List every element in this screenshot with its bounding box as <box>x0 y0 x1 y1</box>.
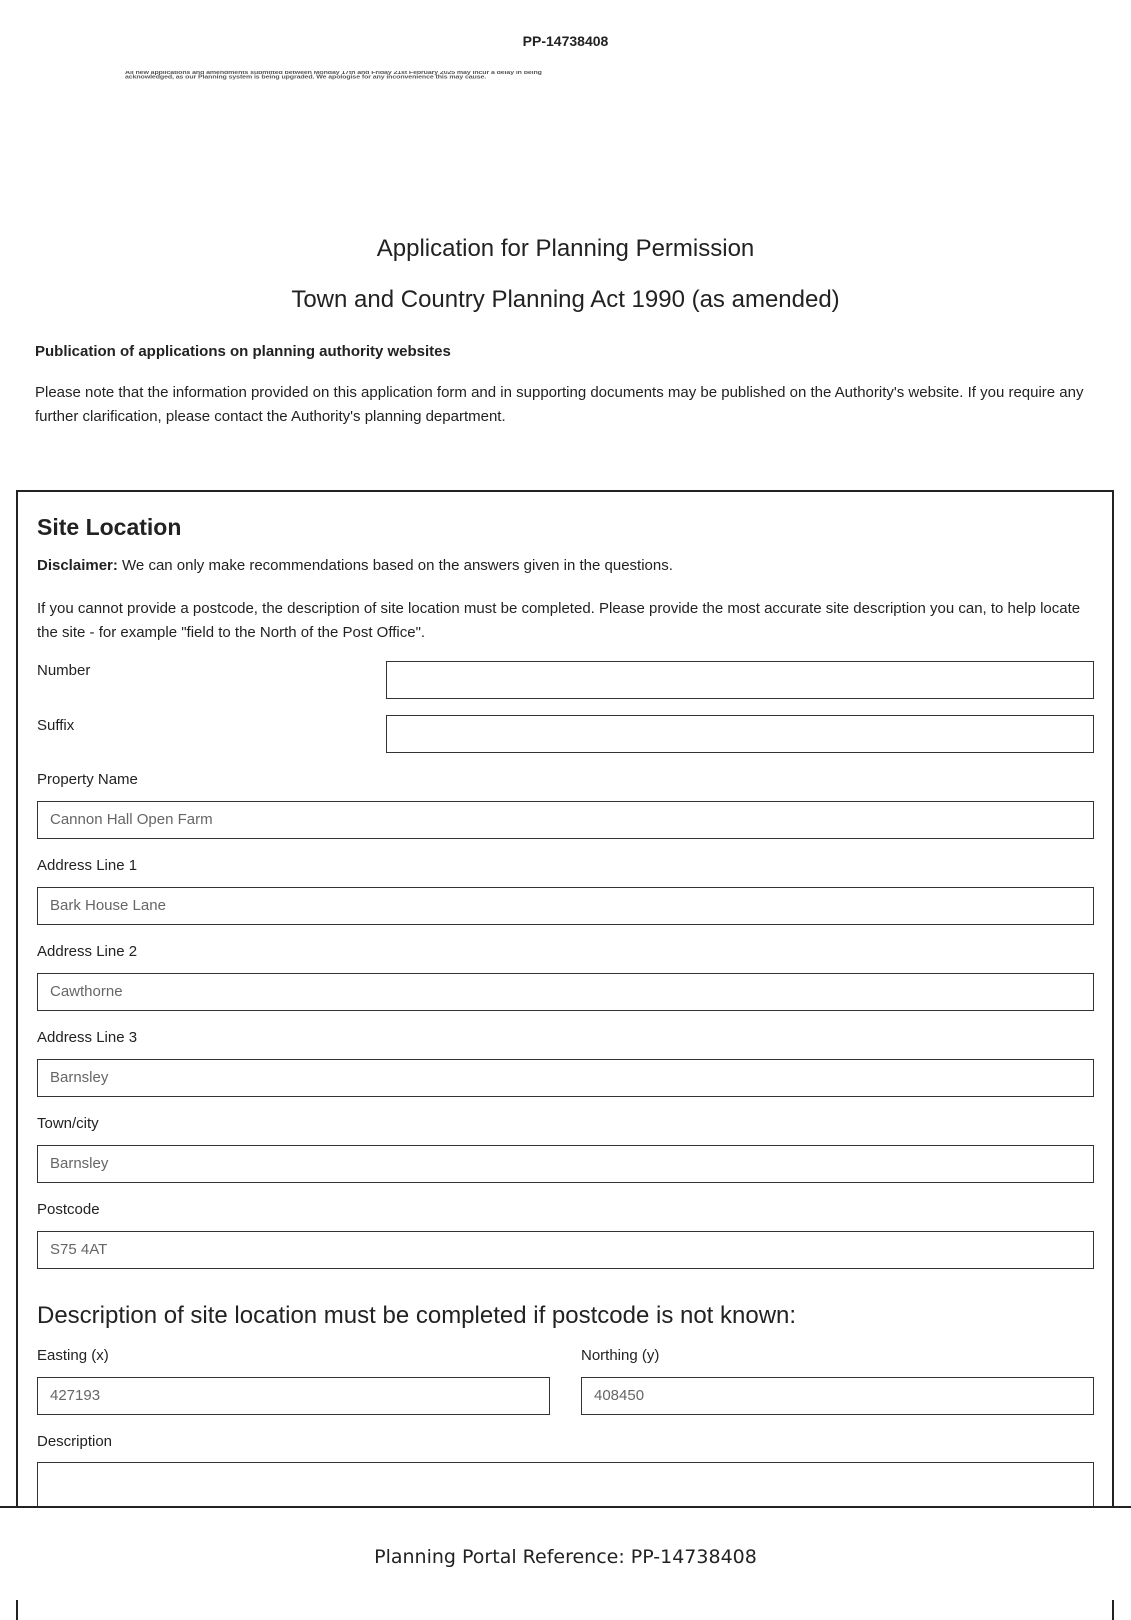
number-label: Number <box>37 662 91 679</box>
reference-number: PP-14738408 <box>522 33 609 49</box>
northing-label: Northing (y) <box>581 1347 660 1364</box>
suffix-field[interactable] <box>386 715 1094 753</box>
postcode-label: Postcode <box>37 1201 100 1218</box>
notice-line-1: All new applications and amendments submitted between Monday 17th and Friday 21st February 2025 may incur a delay in being <box>125 71 542 76</box>
suffix-label: Suffix <box>37 717 75 734</box>
town-city-label: Town/city <box>37 1115 99 1132</box>
form-title: Application for Planning Permission <box>376 235 755 262</box>
footer-divider <box>0 1506 1131 1508</box>
address-line-1-field[interactable]: Bark House Lane <box>37 887 1094 925</box>
disclaimer-label: Disclaimer: <box>37 557 118 574</box>
notice-line-2: acknowledged, as our Planning system is being upgraded. We apologise for any inconvenience this may cause. <box>125 74 487 80</box>
northing-field[interactable]: 408450 <box>581 1377 1094 1415</box>
description-label: Description <box>37 1433 113 1450</box>
site-help-text: If you cannot provide a postcode, the description of site location must be completed. Please provide the most accurate site description you can, to help locate the site - for example "field to the North of the Post Office". <box>37 600 1081 641</box>
postcode-field[interactable]: S75 4AT <box>37 1231 1094 1269</box>
easting-field[interactable]: 427193 <box>37 1377 550 1415</box>
disclaimer <box>37 557 673 574</box>
site-location-section <box>16 490 1114 1620</box>
property-name-field[interactable]: Cannon Hall Open Farm <box>37 801 1094 839</box>
town-city-field[interactable]: Barnsley <box>37 1145 1094 1183</box>
address-line-2-label: Address Line 2 <box>37 943 138 960</box>
footer-reference: Planning Portal Reference: PP-14738408 <box>374 1546 757 1568</box>
upgrade-notice <box>125 71 925 80</box>
easting-label: Easting (x) <box>37 1347 109 1364</box>
description-heading: Description of site location must be completed if postcode is not known: <box>37 1302 797 1329</box>
disclaimer-text: We can only make recommendations based on the answers given in the questions. <box>117 557 673 574</box>
address-line-3-label: Address Line 3 <box>37 1029 138 1046</box>
address-line-3-field[interactable]: Barnsley <box>37 1059 1094 1097</box>
property-name-label: Property Name <box>37 771 138 788</box>
publication-text: Please note that the information provided on this application form and in supporting documents may be published on the Authority's website. If you require any further clarification, please contact the Authority's planning department. <box>35 384 1084 425</box>
address-line-1-label: Address Line 1 <box>37 857 138 874</box>
publication-heading: Publication of applications on planning authority websites <box>35 343 451 360</box>
act-title: Town and Country Planning Act 1990 (as amended) <box>291 286 840 313</box>
number-field[interactable] <box>386 661 1094 699</box>
site-location-title: Site Location <box>37 514 182 540</box>
address-line-2-field[interactable]: Cawthorne <box>37 973 1094 1011</box>
